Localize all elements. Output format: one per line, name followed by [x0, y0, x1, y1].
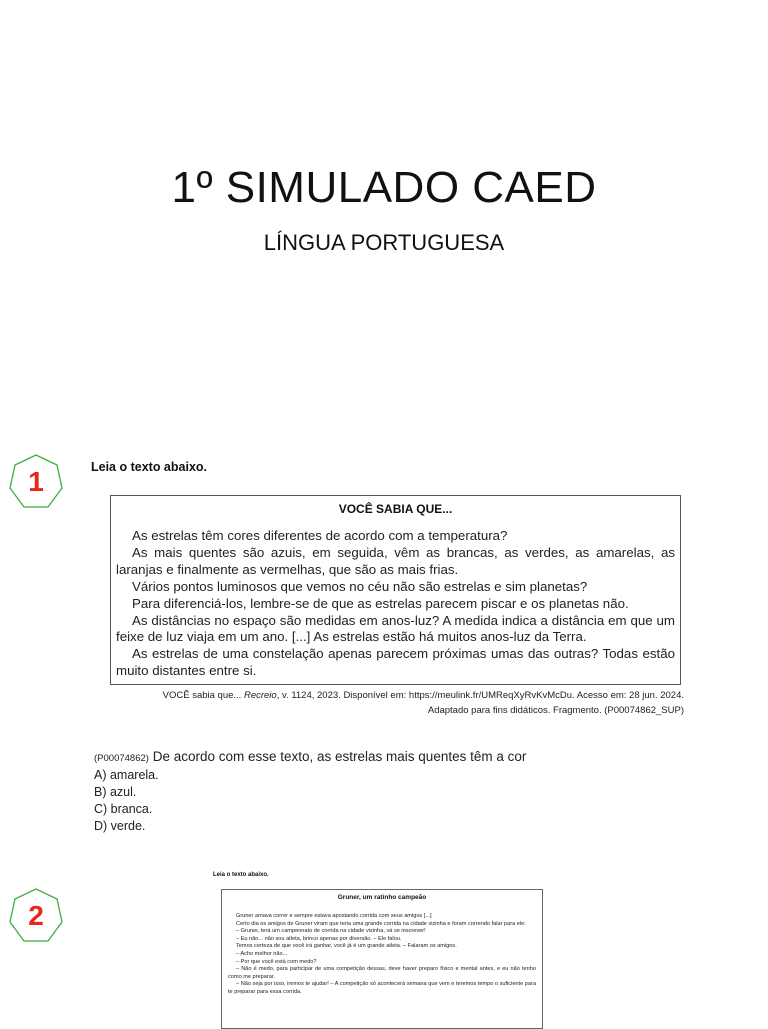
reading-paragraph: – Não seja por isso, iremos te ajudar! – A competição só acontecerá semana que vem e teremos tempo o suficiente para te preparar para essa corrida.	[228, 981, 536, 995]
reading-text-title: VOCÊ SABIA QUE...	[338, 502, 453, 516]
answer-options	[94, 767, 159, 835]
reading-paragraph: – Gruner, terá um campeonato de corrida na cidade vizinha, vá se inscrever!	[236, 928, 426, 935]
answer-option-c[interactable]: C) branca.	[94, 802, 153, 816]
answer-option-b[interactable]: B) azul.	[94, 785, 137, 799]
question-number-badge	[7, 887, 65, 945]
answer-option-a[interactable]: A) amarela.	[94, 768, 159, 782]
reading-paragraph: Gruner amava correr e sempre estava apostando corrida com seus amigos [...]	[236, 913, 432, 919]
question-intro: Leia o texto abaixo.	[91, 460, 208, 474]
reading-paragraph: Certo dia os amigos de Gruner viram que teria uma grande corrida na cidade vizinha e foram correndo falar para ele:	[236, 920, 526, 927]
question-intro: Leia o texto abaixo.	[213, 872, 269, 878]
reading-text-title: Gruner, um ratinho campeão	[337, 894, 427, 901]
question-code: (P00074862)	[94, 753, 149, 764]
reading-text-box	[221, 889, 543, 1029]
page-subtitle: LÍNGUA PORTUGUESA	[263, 230, 505, 255]
answer-option-d[interactable]: D) verde.	[94, 819, 146, 833]
reading-paragraph: Para diferenciá-los, lembre-se de que as estrelas parecem piscar e os planetas não.	[132, 595, 629, 611]
reading-paragraph: As estrelas de uma constelação apenas parecem próximas umas das outras? Todas estão muito distantes entre si.	[116, 646, 675, 679]
reading-text-box	[110, 495, 681, 685]
question-number: 2	[28, 900, 44, 931]
reading-paragraph: – Por que você está com medo?	[236, 958, 317, 965]
reading-paragraph: As estrelas têm cores diferentes de acordo com a temperatura?	[132, 528, 508, 543]
reading-paragraph: – Eu não... não sou atleta, brinco apenas por diversão. – Ele falou.	[236, 935, 402, 942]
question-number-badge	[7, 453, 65, 511]
question-number: 1	[28, 466, 44, 497]
page-title: 1º SIMULADO CAED	[171, 163, 597, 212]
text-source-citation: VOCÊ sabia que... Recreio, v. 1124, 2023. Disponível em: https://meulink.fr/UMReqXyRvKvMcDu. Acesso em: 28 jun. 2024. Adaptado para fins didáticos. Fragmento. (P00074862_SUP)	[162, 690, 684, 716]
reading-paragraph: As distâncias no espaço são medidas em anos-luz? A medida indica a distância em que um feixe de luz viaja em um ano. [...] As estrelas estão há muitos anos-luz da Terra.	[116, 612, 675, 645]
reading-paragraph: – Acho melhor não...	[236, 950, 288, 957]
reading-paragraph: Vários pontos luminosos que vemos no céu não são estrelas e sim planetas?	[132, 578, 588, 594]
reading-paragraph: As mais quentes são azuis, em seguida, vêm as brancas, as verdes, as amarelas, as laranjas e finalmente as vermelhas, que são as mais frias.	[116, 544, 675, 577]
reading-paragraph: – Não é medo, para participar de uma competição dessas, deve haver preparo físico e mental antes, e eu não tenho como me preparar.	[228, 966, 536, 980]
question-prompt: (P00074862) De acordo com esse texto, as estrelas mais quentes têm a cor	[94, 749, 527, 764]
reading-paragraph: Temos certeza de que você irá ganhar, você já é um grande atleta. – Falaram os amigos.	[236, 943, 457, 950]
